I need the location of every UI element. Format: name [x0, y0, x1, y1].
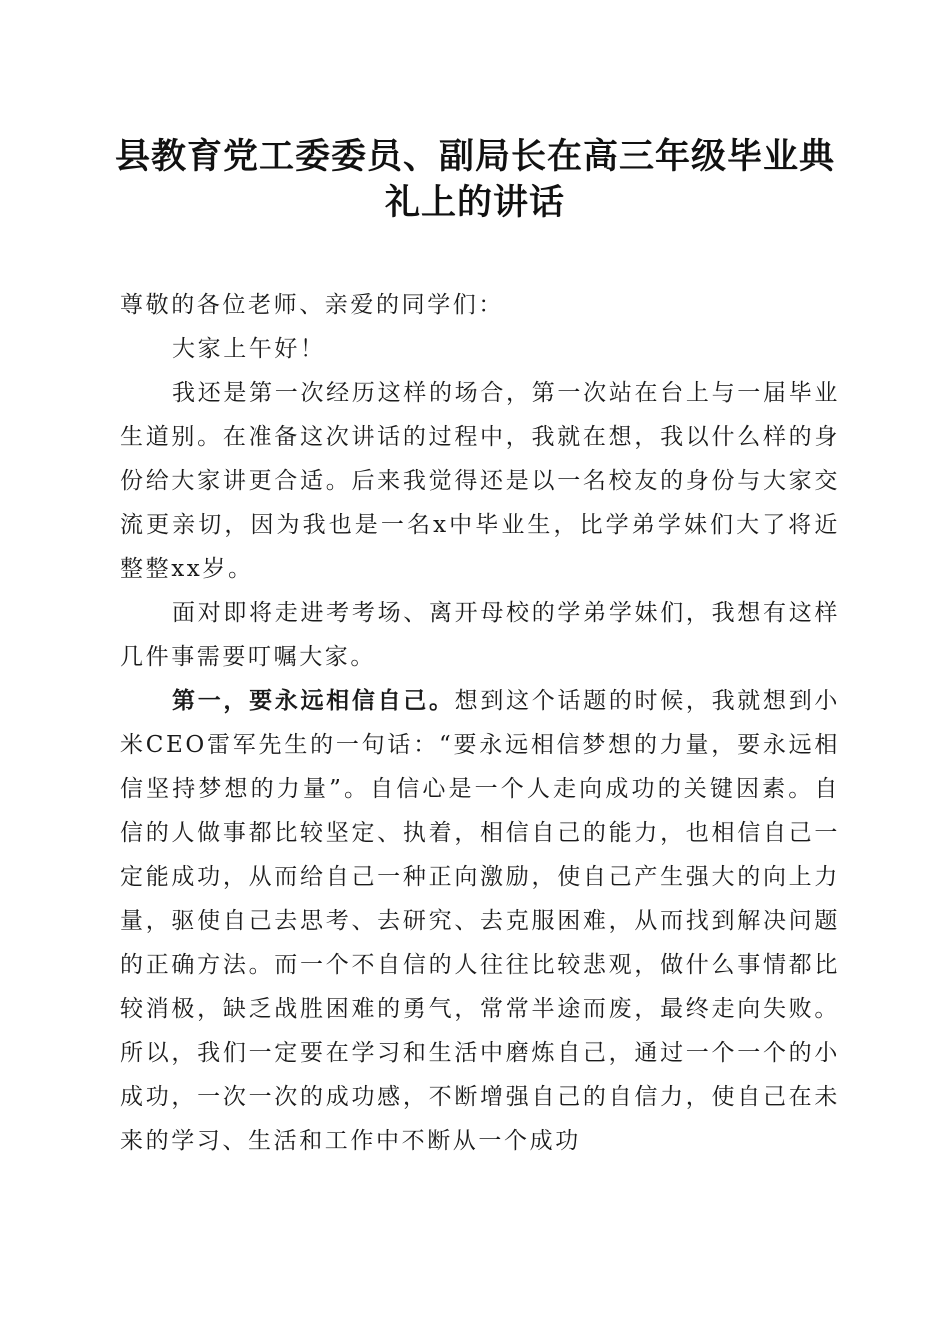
- greeting: 大家上午好！: [172, 336, 326, 362]
- document-body: [120, 283, 840, 1163]
- salutation: 尊敬的各位老师、亲爱的同学们：: [120, 292, 504, 318]
- point-one-heading: 第一，要永远相信自己。: [172, 687, 455, 714]
- document-title: 县教育党工委委员、副局长在高三年级毕业典礼上的讲话: [114, 136, 835, 223]
- point-one-text: 想到这个话题的时候，我就想到小米CEO雷军先生的一句话：“要永远相信梦想的力量，要永远相信坚持梦想的力量”。自信心是一个人走向成功的关键因素。自信的人做事都比较坚定、执着，相信自己的能力，也相信自己一定能成功，从而给自己一种正向激励，使自己产生强大的向上力量，驱使自己去思考、去研究、去克服困难，从而找到解决问题的正确方法。而一个不自信的人往往比较悲观，做什么事情都比较消极，缺乏战胜困难的勇气，常常半途而废，最终走向失败。所以，我们一定要在学习和生活中磨炼自己，通过一个一个的小成功，一次一次的成功感，不断增强自己的自信力，使自己在未来的学习、生活和工作中不断从一个成功: [120, 688, 840, 1154]
- paragraph-transition: 面对即将走进考考场、离开母校的学弟学妹们，我想有这样几件事需要叮嘱大家。: [120, 600, 840, 670]
- paragraph-intro: 我还是第一次经历这样的场合，第一次站在台上与一届毕业生道别。在准备这次讲话的过程中，我就在想，我以什么样的身份给大家讲更合适。后来我觉得还是以一名校友的身份与大家交流更亲切，因为我也是一名x中毕业生，比学弟学妹们大了将近整整xx岁。: [120, 380, 840, 582]
- paragraph-point-one: [120, 679, 840, 1163]
